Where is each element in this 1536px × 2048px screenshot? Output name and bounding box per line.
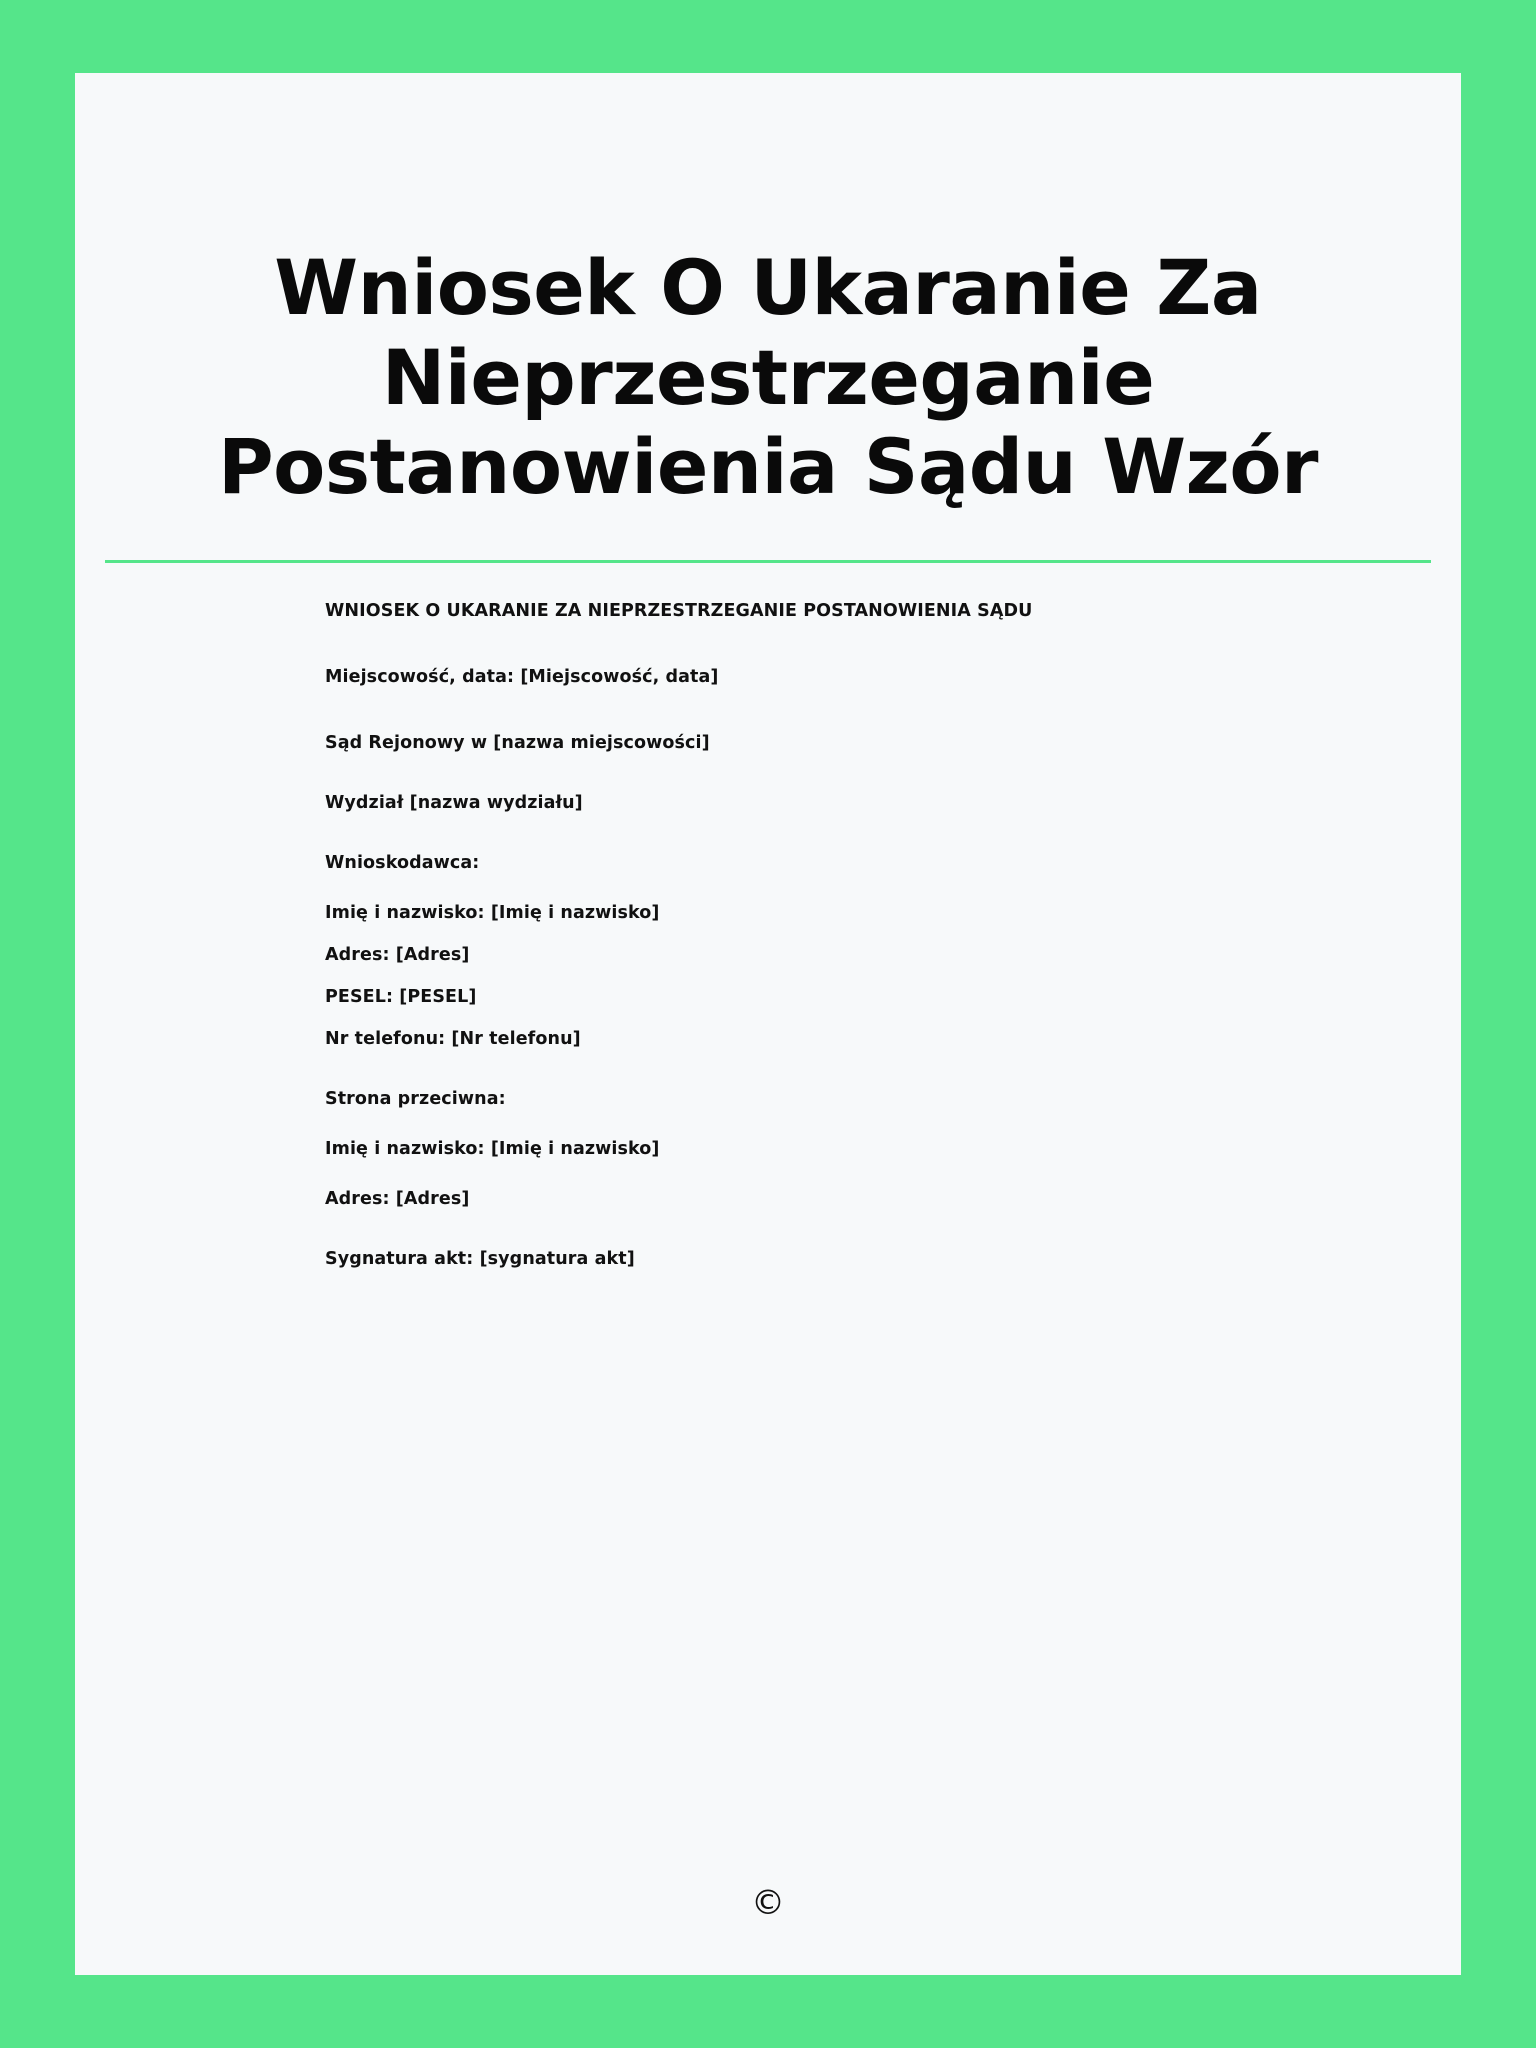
document-body bbox=[75, 563, 1461, 1269]
field-opposing-address: Adres: [Adres] bbox=[325, 1189, 470, 1210]
field-case-number: Sygnatura akt: [sygnatura akt] bbox=[325, 1249, 635, 1270]
page-title: Wniosek O Ukaranie Za Nieprzestrzeganie Postanowienia Sądu Wzór bbox=[217, 243, 1319, 512]
field-place-date: Miejscowość, data: [Miejscowość, data] bbox=[325, 667, 719, 688]
field-applicant-name: Imię i nazwisko: [Imię i nazwisko] bbox=[325, 903, 660, 924]
form-heading: WNIOSEK O UKARANIE ZA NIEPRZESTRZEGANIE POSTANOWIENIA SĄDU bbox=[325, 601, 1033, 622]
label-applicant: Wnioskodawca: bbox=[325, 853, 480, 874]
field-applicant-address: Adres: [Adres] bbox=[325, 945, 470, 966]
field-applicant-pesel: PESEL: [PESEL] bbox=[325, 987, 477, 1008]
copyright-icon: © bbox=[751, 1883, 785, 1923]
field-applicant-phone: Nr telefonu: [Nr telefonu] bbox=[325, 1029, 581, 1050]
label-opposing-party: Strona przeciwna: bbox=[325, 1089, 506, 1110]
field-opposing-name: Imię i nazwisko: [Imię i nazwisko] bbox=[325, 1139, 660, 1160]
field-division: Wydział [nazwa wydziału] bbox=[325, 793, 583, 814]
document-page bbox=[75, 73, 1461, 1975]
field-court: Sąd Rejonowy w [nazwa miejscowości] bbox=[325, 733, 710, 754]
